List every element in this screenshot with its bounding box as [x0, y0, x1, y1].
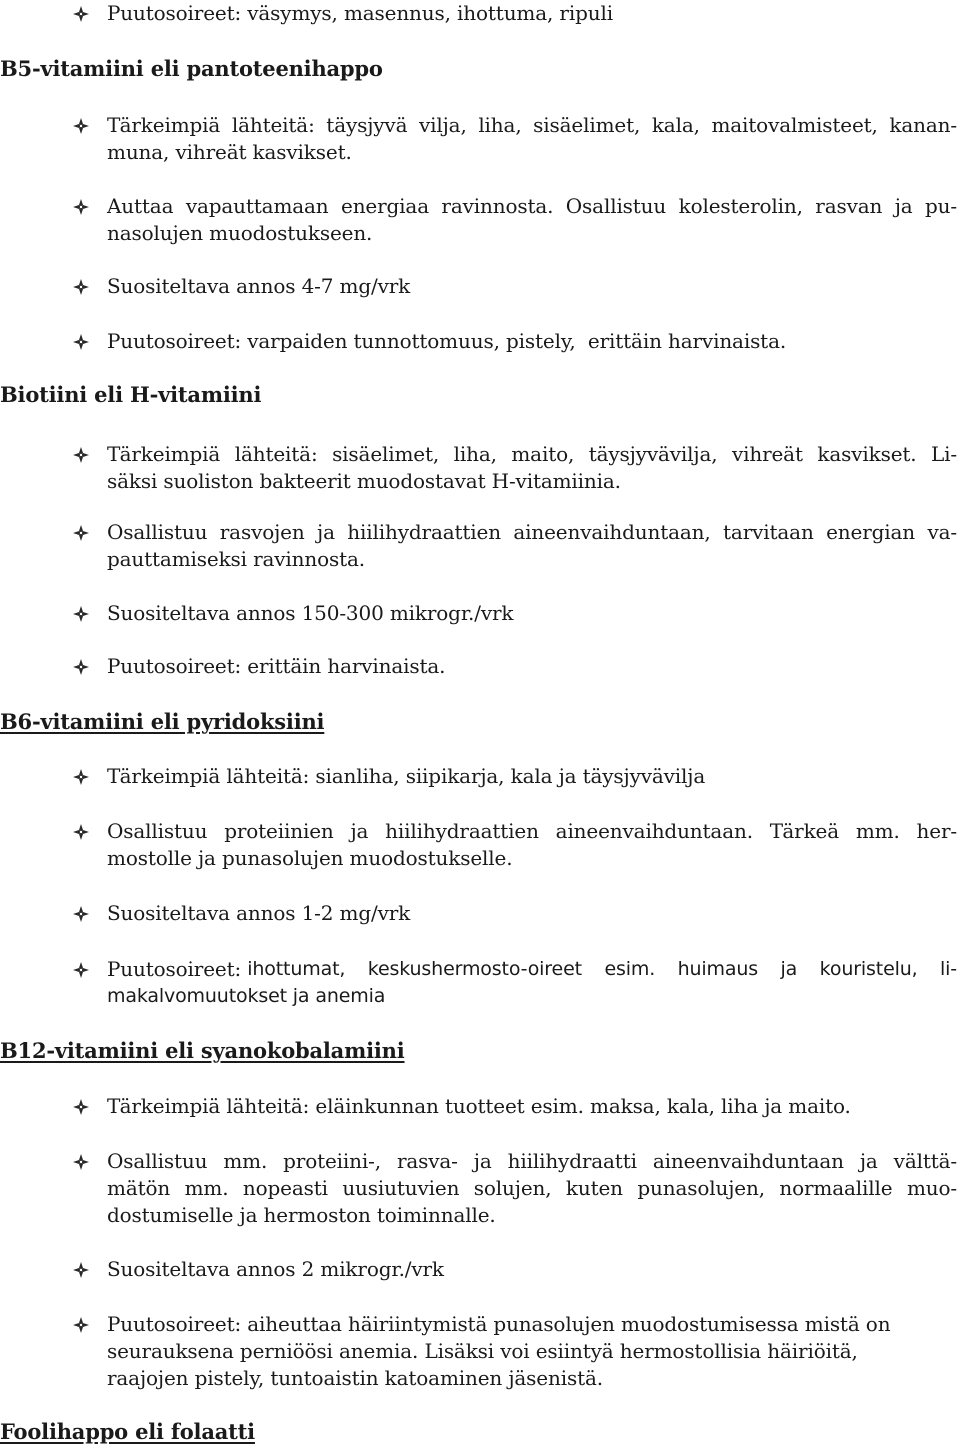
bullet-text-line: raajojen pistely, tuntoaistin katoaminen jäsenistä.: [107, 1366, 603, 1390]
bullet-text-line: Puutosoireet: aiheuttaa häiriintymistä punasolujen muodostumisessa mistä on: [107, 1312, 891, 1336]
bullet-text-line: Auttaa vapauttamaan energiaa ravinnosta. Osallistuu kolesterolin, rasvan ja pu-: [107, 194, 957, 218]
bullet-text-line: Tärkeimpiä lähteitä: sianliha, siipikarja, kala ja täysjyvävilja: [107, 764, 706, 788]
bullet-text-line: Puutosoireet: varpaiden tunnottomuus, pistely, erittäin harvinaista.: [107, 329, 787, 353]
section-heading: Foolihappo eli folaatti: [0, 1419, 255, 1444]
bullet-text-line: Suositeltava annos 150-300 mikrogr./vrk: [107, 601, 514, 625]
diamond-bullet-icon: [72, 117, 90, 135]
diamond-bullet-icon: [72, 524, 90, 542]
diamond-bullet-icon: [72, 333, 90, 351]
bullet-text-line: makalvomuutokset ja anemia: [107, 985, 386, 1007]
bullet-text-line: Suositeltava annos 1-2 mg/vrk: [107, 901, 411, 925]
bullet-text-line: dostumiselle ja hermoston toiminnalle.: [107, 1203, 496, 1227]
diamond-bullet-icon: [72, 446, 90, 464]
section-heading: Biotiini eli H-vitamiini: [0, 382, 262, 407]
bullet-text-line: Puutosoireet: erittäin harvinaista.: [107, 654, 446, 678]
diamond-bullet-icon: [72, 1261, 90, 1279]
bullet-text-line: nasolujen muodostukseen.: [107, 221, 373, 245]
bullet-text-line: säksi suoliston bakteerit muodostavat H-vitamiinia.: [107, 469, 621, 493]
diamond-bullet-icon: [72, 1316, 90, 1334]
bullet-text-line: pauttamiseksi ravinnosta.: [107, 547, 366, 571]
bullet-text-line: mätön mm. nopeasti uusiutuvien solujen, kuten punasolujen, normaalille muo-: [107, 1176, 957, 1200]
bullet-text-line: mostolle ja punasolujen muodostukselle.: [107, 846, 513, 870]
section-heading: B6-vitamiini eli pyridoksiini: [0, 709, 325, 734]
bullet-text-line: Tärkeimpiä lähteitä: täysjyvä vilja, liha, sisäelimet, kala, maitovalmisteet, kanan-: [107, 113, 957, 137]
diamond-bullet-icon: [72, 768, 90, 786]
bullet-text-prefix: Puutosoireet:: [107, 957, 248, 981]
bullet-text-line: Tärkeimpiä lähteitä: eläinkunnan tuotteet esim. maksa, kala, liha ja maito.: [107, 1094, 851, 1118]
bullet-text-line: Osallistuu rasvojen ja hiilihydraattien aineenvaihduntaan, tarvitaan energian va-: [107, 520, 957, 544]
bullet-text-line: Tärkeimpiä lähteitä: sisäelimet, liha, maito, täysjyvävilja, vihreät kasvikset. Li-: [107, 442, 957, 466]
bullet-text: Puutosoireet: väsymys, masennus, ihottuma, ripuli: [107, 1, 613, 25]
bullet-text-line: seurauksena perniöösi anemia. Lisäksi voi esiintyä hermostollisia häiriöitä,: [107, 1339, 858, 1363]
bullet-text-line: Osallistuu proteiinien ja hiilihydraattien aineenvaihduntaan. Tärkeä mm. her-: [107, 819, 957, 843]
bullet-text-line: Suositeltava annos 2 mikrogr./vrk: [107, 1257, 444, 1281]
section-heading: B5-vitamiini eli pantoteenihappo: [0, 56, 383, 81]
section-heading: B12-vitamiini eli syanokobalamiini: [0, 1038, 405, 1063]
bullet-text-line: muna, vihreät kasvikset.: [107, 140, 352, 164]
diamond-bullet-icon: [72, 823, 90, 841]
diamond-bullet-icon: [72, 905, 90, 923]
diamond-bullet-icon: [72, 658, 90, 676]
diamond-bullet-icon: [72, 1098, 90, 1116]
bullet-text-line: ihottumat, keskushermosto-oireet esim. huimaus ja kouristelu, li-: [247, 958, 957, 980]
diamond-bullet-icon: [72, 961, 90, 979]
diamond-bullet-icon: [72, 5, 90, 23]
bullet-text-line: Suositeltava annos 4-7 mg/vrk: [107, 274, 411, 298]
diamond-bullet-icon: [72, 278, 90, 296]
diamond-bullet-icon: [72, 1153, 90, 1171]
bullet-text-line: Osallistuu mm. proteiini-, rasva- ja hiilihydraatti aineenvaihduntaan ja välttä-: [107, 1149, 957, 1173]
diamond-bullet-icon: [72, 198, 90, 216]
diamond-bullet-icon: [72, 605, 90, 623]
